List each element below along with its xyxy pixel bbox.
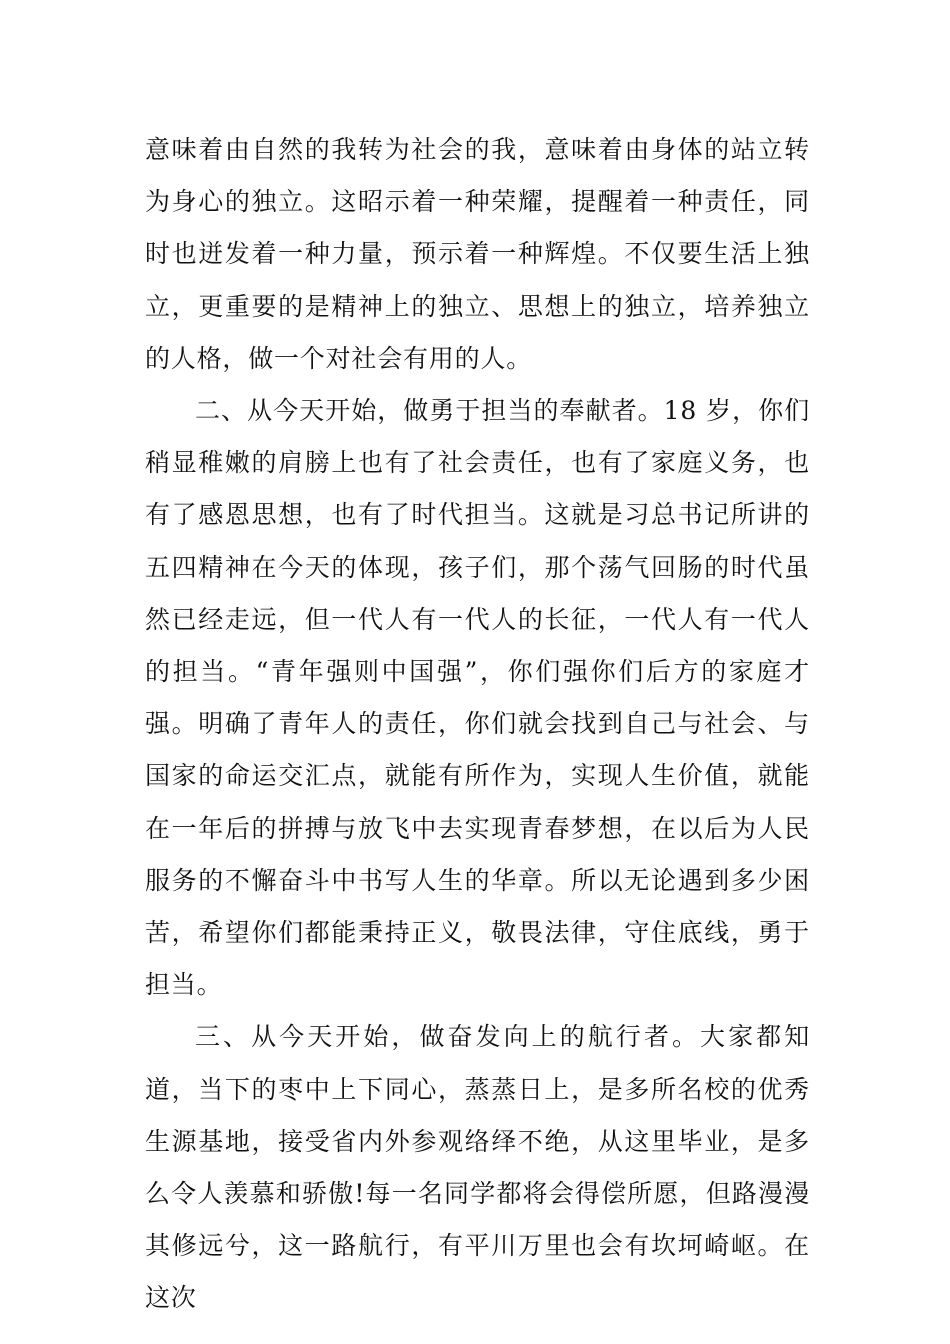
paragraph-1: 意味着由自然的我转为社会的我，意味着由身体的站立转为身心的独立。这昭示着一种荣耀，提醒着一种责任，同时也迸发着一种力量，预示着一种辉煌。不仅要生活上独立，更重要的是精神上的独立、思想上的独立，培养独立的人格，做一个对社会有用的人。: [145, 135, 810, 373]
body-text: [145, 124, 810, 1325]
paragraph-2: 二、从今天开始，做勇于担当的奉献者。18 岁，你们稍显稚嫩的肩膀上也有了社会责任，也有了家庭义务，也有了感恩思想，也有了时代担当。这就是习总书记所讲的五四精神在今天的体现，孩子们，那个荡气回肠的时代虽然已经走远，但一代人有一代人的长征，一代人有一代人的担当。“青年强则中国强”，你们强你们后方的家庭才强。明确了青年人的责任，你们就会找到自己与社会、与国家的命运交汇点，就能有所作为，实现人生价值，就能在一年后的拼搏与放飞中去实现青春梦想，在以后为人民服务的不懈奋斗中书写人生的华章。所以无论遇到多少困苦，希望你们都能秉持正义，敬畏法律，守住底线，勇于担当。: [145, 396, 810, 1000]
paragraph-3: 三、从今天开始，做奋发向上的航行者。大家都知道，当下的枣中上下同心，蒸蒸日上，是多所名校的优秀生源基地，接受省内外参观络绎不绝，从这里毕业，是多么令人羡慕和骄傲!每一名同学都将会得偿所愿，但路漫漫其修远兮，这一路航行，有平川万里也会有坎坷崎岖。在这次: [145, 1022, 810, 1313]
